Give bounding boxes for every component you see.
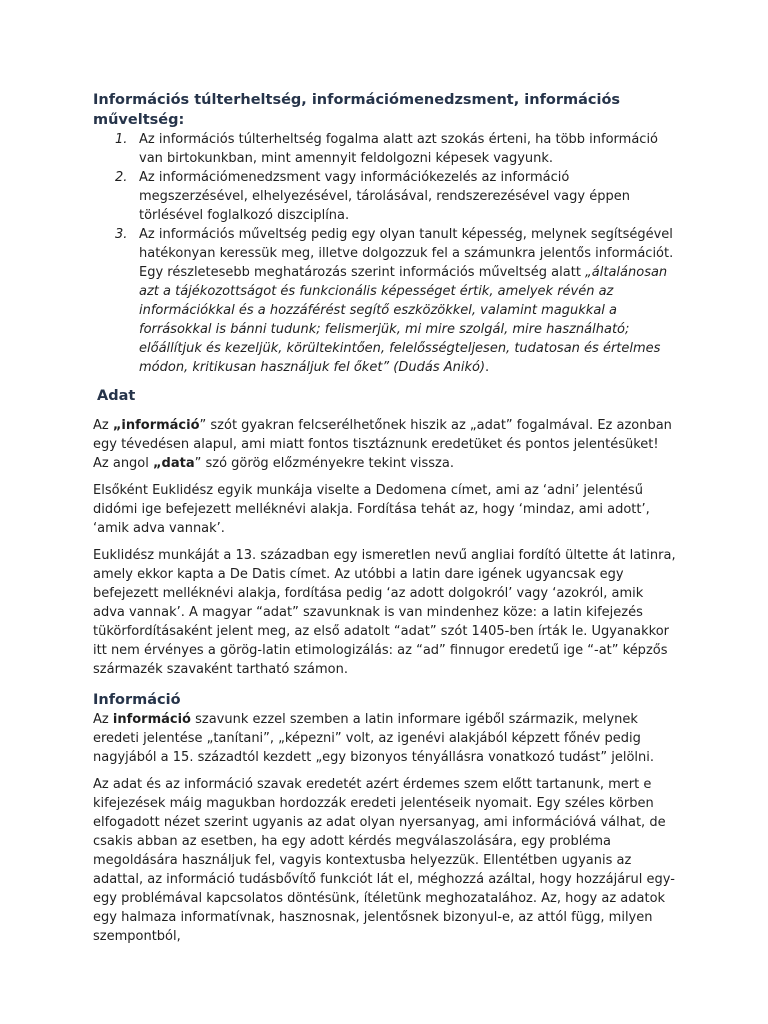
list-item — [93, 225, 676, 377]
list-item-end: . — [485, 360, 490, 375]
section-heading-adat: Adat — [97, 388, 136, 404]
definition-quote: „általánosan azt a tájékozottságot és funkcionális képességet értik, amelyek révén az információkkal és a hozzáférést segítő eszközökkel, valamint magukkal a forrásokkal is bánni tudunk; felismerjük, mi mire szolgál, mire használható; előállítjuk és kezeljük, körültekintően, felelősségteljesen, tudatosan és értelmes módon, kritikusan használjuk fel őket” (Dudás Anikó) — [139, 265, 668, 375]
text-run: szavunk ezzel szemben a latin informare igéből származik, melynek eredeti jelentése „tanítani”, „képezni” volt, az igenévi alakjából képzett főnév pedig nagyjából a 15. századtól kezdett „egy bizonyos tényállásra vonatkozó tudást” jelölni. — [93, 712, 655, 765]
bold-term: „információ — [112, 418, 200, 433]
numbered-list — [93, 130, 676, 377]
text-run: ” szót gyakran felcserélhetőnek hiszik az „adat” fogalmával. Ez azonban egy tévedésen alapul, ami miatt fontos tisztáznunk eredetüket és pontos jelentésüket! — [93, 418, 672, 452]
text-run: ” szó görög előzményekre tekint vissza. — [194, 456, 454, 471]
paragraph: Euklidész munkáját a 13. században egy ismeretlen nevű angliai fordító ültette át latinra, amely ekkor kapta a De Datis címet. Az utóbbi a latin dare igének ugyancsak egy befejezett melléknévi alakja, fordítása pedig ‘az adott dolgokról’ vagy ‘azokról, amik adva vannak’. A magyar “adat” szavunknak is van mindenhez köze: a latin kifejezés tükörfordításaként jelent meg, az első adatolt “adat” szót 1405-ben írták le. Ugyanakkor itt nem érvényes a görög-latin etimologizálás: az “ad” finnugor eredetű ige “-at” képzős származék szavaként tartható számon. — [93, 548, 676, 677]
list-item-text: Az információs túlterheltség fogalma alatt azt szokás érteni, ha több információ van birtokunkban, mint amennyit feldolgozni képesek vagyunk. — [139, 132, 659, 166]
list-item — [93, 168, 676, 225]
text-run: Az — [93, 712, 113, 727]
list-item-text: Az információmenedzsment vagy információkezelés az információ megszerzésével, elhelyezésével, tárolásával, rendszerezésével vagy éppen törlésével foglalkozó diszciplína. — [139, 170, 630, 223]
list-item-text: Az információs műveltség pedig egy olyan tanult képesség, melynek segítségével hatékonyan keressük meg, illetve dolgozzuk fel a számunkra jelentős információt. Egy részletesebb meghatározás szerint információs műveltség alatt — [139, 227, 674, 280]
list-item — [93, 130, 676, 168]
list-number: 2. — [115, 170, 128, 185]
list-number: 1. — [115, 132, 128, 147]
paragraph: Az adat és az információ szavak eredetét azért érdemes szem előtt tartanunk, mert e kifejezések máig magukban hordozzák eredeti jelentéseik nyomait. Egy széles körben elfogadott nézet szerint ugyanis az adat olyan nyersanyag, ami információvá válhat, de csakis abban az esetben, ha egy adott kérdés megválaszolására, egy probléma megoldására használjuk fel, vagyis kontextusba helyezzük. Ellentétben ugyanis az adattal, az információ tudásbővítő funkciót lát el, méghozzá azáltal, hogy hozzájárul egy-egy problémával kapcsolatos döntésünk, ítéletünk meghozatalához. Az, hogy az adatok egy halmaza informatívnak, hasznosnak, jelentősnek bizonyul-e, az attól függ, milyen szempontból, — [93, 777, 675, 944]
text-run: Az — [93, 418, 113, 433]
list-number: 3. — [115, 227, 128, 242]
paragraph — [93, 416, 676, 473]
text-run: Az angol — [93, 456, 154, 471]
paragraph: Elsőként Euklidész egyik munkája viselte a Dedomena címet, ami az ‘adni’ jelentésű didómi ige befejezett melléknévi alakja. Fordítása tehát az, hogy ‘mindaz, ami adott’, ‘amik adva vannak’. — [93, 483, 650, 536]
section-heading-informacio: Információ — [93, 692, 181, 708]
section-heading-information-literacy: Információs túlterheltség, információmenedzsment, információs műveltség: — [93, 92, 621, 128]
paragraph — [93, 710, 676, 767]
bold-term: „data — [153, 456, 195, 471]
bold-term: információ — [112, 712, 191, 727]
